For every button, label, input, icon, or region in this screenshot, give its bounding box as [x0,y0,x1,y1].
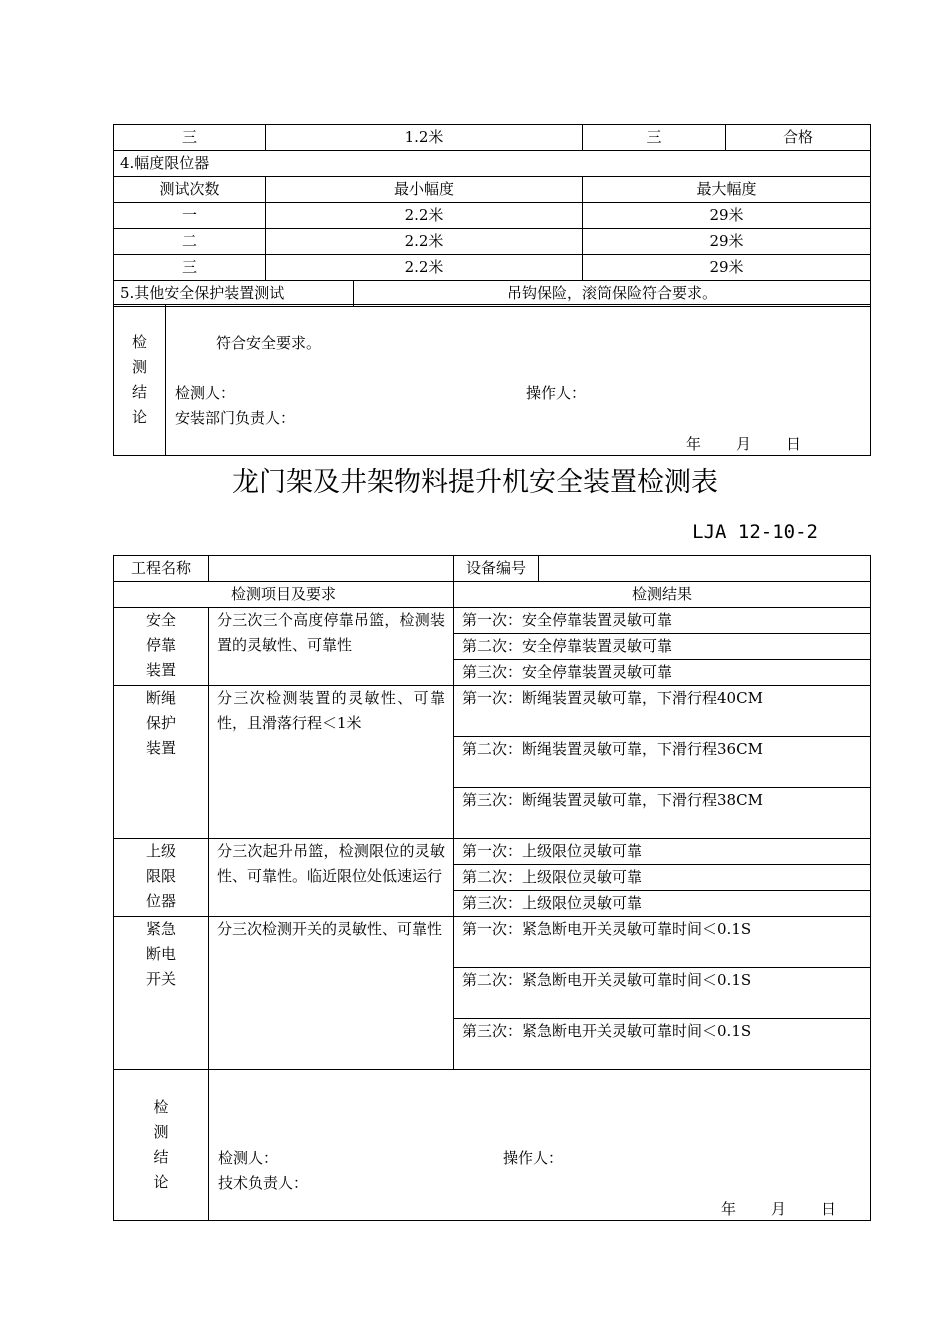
table-row [114,1070,871,1221]
item-name-line: 装置 [145,739,176,757]
item-name [114,608,209,686]
table-row [114,281,871,307]
date-month: 月 [736,435,752,453]
equipment-no-label: 设备编号 [454,556,539,582]
header-max-range: 最大幅度 [583,177,871,203]
section-5-value: 吊钩保险，滚筒保险符合要求。 [354,281,871,307]
section-5-label: 5.其他安全保护装置测试 [114,281,354,307]
item-requirement: 分三次起升吊篮，检测限位的灵敏性、可靠性。临近限位处低速运行 [209,839,454,917]
conclusion-char: 结 [153,1148,169,1166]
min-range-value: 2.2米 [266,203,583,229]
item-name-line: 上级 [145,842,176,860]
table-row [114,608,871,634]
item-name [114,917,209,1070]
conclusion-char: 检 [153,1098,169,1116]
table-row [114,125,871,151]
item-name-line: 位器 [145,892,176,910]
item-result: 第一次：断绳装置灵敏可靠，下滑行程40CM [454,686,871,737]
conclusion-char: 测 [153,1123,169,1141]
header-min-range: 最小幅度 [266,177,583,203]
conclusion-char: 论 [131,408,147,426]
item-result: 第三次：上级限位灵敏可靠 [454,891,871,917]
item-name-line: 装置 [145,661,176,679]
conclusion-label [114,305,166,456]
page-title: 龙门架及井架物料提升机安全装置检测表 [232,467,718,498]
trial-number: 三 [114,125,266,151]
trial-number: 一 [114,203,266,229]
conclusion-label [114,1070,209,1221]
table-header-row [114,582,871,608]
min-range-value: 2.2米 [266,229,583,255]
conclusion-body [166,305,871,456]
operator-label: 操作人： [526,384,587,402]
conclusion-body [209,1070,871,1221]
tech-head-label: 技术负责人： [218,1174,309,1192]
item-name-line: 停靠 [145,636,176,654]
project-name-value[interactable] [209,556,454,582]
trial-number: 三 [583,125,726,151]
item-requirement: 分三次检测装置的灵敏性、可靠性，且滑落行程＜1米 [209,686,454,839]
header-result: 检测结果 [454,582,871,608]
conclusion-char: 结 [131,383,147,401]
inspector-label: 检测人： [218,1149,279,1167]
table-row [114,839,871,865]
table-row [114,255,871,281]
table-header-row [114,177,871,203]
item-name-line: 断电 [145,945,176,963]
header-trials: 测试次数 [114,177,266,203]
date-day: 日 [786,435,802,453]
project-name-label: 工程名称 [114,556,209,582]
safety-device-table [113,555,871,1221]
trial-number: 二 [114,229,266,255]
conclusion-char: 论 [153,1173,169,1191]
conclusion-char: 测 [131,358,147,376]
table-row [114,151,871,177]
result-value: 合格 [726,125,871,151]
table-row [114,686,871,737]
item-result: 第二次：紧急断电开关灵敏可靠时间＜0.1S [454,968,871,1019]
conclusion-table-1 [113,304,871,456]
item-name-line: 开关 [145,970,176,988]
max-range-value: 29米 [583,255,871,281]
item-result: 第三次：安全停靠装置灵敏可靠 [454,660,871,686]
item-name-line: 断绳 [145,689,176,707]
item-requirement: 分三次三个高度停靠吊篮，检测装置的灵敏性、可靠性 [209,608,454,686]
item-result: 第三次：紧急断电开关灵敏可靠时间＜0.1S [454,1019,871,1070]
item-name [114,686,209,839]
item-requirement: 分三次检测开关的灵敏性、可靠性 [209,917,454,1070]
distance-value: 1.2米 [266,125,583,151]
lifting-limit-table [113,124,871,307]
equipment-no-value[interactable] [539,556,871,582]
item-result: 第一次：上级限位灵敏可靠 [454,839,871,865]
date-day: 日 [821,1200,837,1218]
item-name-line: 安全 [145,611,176,629]
section-4-title: 4.幅度限位器 [114,151,871,177]
trial-number: 三 [114,255,266,281]
item-result: 第一次：安全停靠装置灵敏可靠 [454,608,871,634]
max-range-value: 29米 [583,229,871,255]
item-result: 第一次：紧急断电开关灵敏可靠时间＜0.1S [454,917,871,968]
item-name-line: 紧急 [145,920,176,938]
item-result: 第二次：安全停靠装置灵敏可靠 [454,634,871,660]
conclusion-char: 检 [131,333,147,351]
header-items: 检测项目及要求 [114,582,454,608]
table-row [114,229,871,255]
operator-label: 操作人： [503,1149,564,1167]
min-range-value: 2.2米 [266,255,583,281]
inspector-label: 检测人： [175,384,236,402]
item-result: 第三次：断绳装置灵敏可靠，下滑行程38CM [454,788,871,839]
date-month: 月 [771,1200,787,1218]
item-result: 第二次：断绳装置灵敏可靠，下滑行程36CM [454,737,871,788]
date-year: 年 [721,1200,737,1218]
item-result: 第二次：上级限位灵敏可靠 [454,865,871,891]
max-range-value: 29米 [583,203,871,229]
item-name [114,839,209,917]
form-code: LJA 12-10-2 [692,521,818,543]
date-year: 年 [686,435,702,453]
conclusion-text: 符合安全要求。 [216,334,322,352]
table-row [114,917,871,968]
table-row [114,556,871,582]
install-head-label: 安装部门负责人： [175,409,296,427]
table-row [114,203,871,229]
item-name-line: 限限 [145,867,176,885]
item-name-line: 保护 [145,714,176,732]
